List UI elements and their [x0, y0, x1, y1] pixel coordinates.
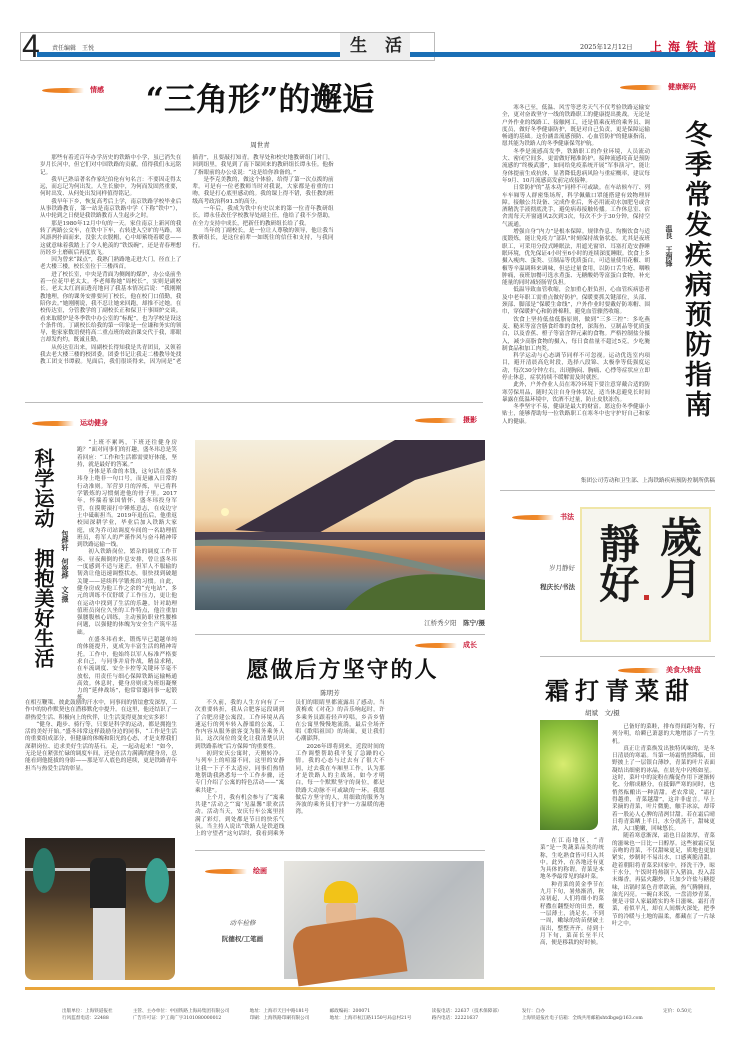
paragraph: 寒冬已至，低温、风雪等恶劣天气不仅考验铁路运输安全，更对奋战坚守一线的铁路职工的健康提出挑战。无论是户外作业的线路工、接触网工，还是值乘夜班的乘务员、调度员，做好冬季健康防护，既是对自己负责，更是保障运输畅通的基础。这份涵盖流感预防、心血管防护的健康指南，愿其能为铁路人的冬季健康保驾护航。	[502, 105, 650, 148]
article-title: 冬季常发疾病预防指南	[680, 120, 711, 420]
section-label-calligraphy: 书法	[512, 512, 574, 522]
imprint-item: 上海铁道报社电子信箱：全线共用邮箱shtdbgs@163.com	[521, 1016, 643, 1021]
section-label-photography: 摄影	[415, 415, 477, 425]
imprint-item: 行风监督电话：22488	[62, 1016, 109, 1021]
paragraph: 初入铁路岗位，繁杂的调度工作节奏、昼夜颠倒的作息安排，曾让盛冬玮一度感到不适与迷茫。但军人不服输的韧劲让他迅速调整状态，很快找到破题关键——延续科学锻炼的习惯。自此，健身房成为他工作之余的“充电站”，多元的训练不仅舒缓了工作压力，更让他在运动中找到了生活的乐趣。针对助理值班员岗位久坐的工作特点，他注重加强腰腹核心训练，主动预防职业性腰椎问题，以强健的体魄为安全生产筑牢基础。	[77, 549, 177, 636]
imprint-item: 定价：0.50元	[663, 1009, 692, 1014]
paragraph: 此外，户外作业人员在寒冷环境下要注意穿戴合适的防寒劳保用品，随时关注自身身体状况，适当休息避免长时间暴露在低温环境中，饮酒不过量，防止皮肤冻伤。	[502, 382, 650, 403]
article-body	[77, 440, 177, 702]
imprint-item: 地址：上海市天目中路181号	[249, 1009, 309, 1014]
paragraph: 随着寒意渐深，霜也日益浓厚，青菜的滋味也一日比一日醇厚。这些被霜反复亲吻的青菜，不仅甜味更足，质地也更加紧实，炒制时不易出水，口感爽脆清甜。趁着朝阳将青菜采回家中，择洗干净，晾干水分，午饭时将热锅下入猪油，投入蒜末爆香，再猛火翻炒，只加少许盐与糖提味，出锅时菜色青翠欲滴，热气腾腾间，油光闪亮。一碗白米饭，一盘清炒青菜，便是寻常人家最踏实的冬日滋味。霜打青菜，看似平凡，却在人间烟火深处，把季节的冷暖与土地的温柔，都藏在了一片绿叶之中。	[612, 833, 715, 928]
paragraph: 冬季坚守不易，健康是最大的财富。愿这份冬季健康小贴士，能够帮助每一位铁路职工在寒冬中也守护好自己和家人的健康。	[502, 404, 650, 425]
paragraph: 已备好的菜畦，排布得间距匀称，行列分明，给瞬已萧瑟的大地增添了一片生机。	[612, 724, 715, 745]
paragraph: 真正让青菜焕发出独特风味的，是冬日清晨的寒霜。当第一场霜悄然降临，田野披上了一层银白薄纱，青菜的叶片表面凝结出细密的冰晶，在晨光中闪烁如星。这时，菜叶中的淀粉在酶促作用下逐渐转化、分解成糖分，在抵御严寒的同时，也悄然酝酿出一种清甜。老农常说，“霜打得越重，青菜越甜”，这并非虚言。早上采摘的青菜，叶片微脆，触手冰凉，却带着一股沁人心脾的清冽甘甜。若在霜后晴日将青菜晒上半日，水分就蒸干，甜味更浓，入口脆嫩，回味悠长。	[612, 745, 715, 833]
section-label-emotion: 情感	[42, 85, 104, 95]
section-label-health: 健康解码	[620, 82, 696, 92]
section-title: 生活	[340, 33, 410, 60]
paragraph: 冬季是流感高发季，铁路职工的作业环境，人员流动大、密闭空间多，更需做好精准防护。接种流感疫苗是预防流感的“终极武器”，如同给免疫系统开展“军事演习”，能让身体提前生成抗体，显著降低患病风险与重症概率，建议每年9月、10月流感高发前完成接种。	[502, 148, 650, 184]
bok-choy-photo	[540, 720, 598, 830]
article-author: 温良 王润锋	[665, 225, 673, 267]
photo-caption-author: 陈宁/摄	[463, 619, 485, 627]
paragraph: 一年后，我成为铁中有史以来的第一位青年教研组长。谭永佳改任学校教导处副主任，他给了我不少帮助，在全力支持中成长，把新任的教研组长给了我。	[192, 206, 334, 227]
article-author: 胡斌 文/摄	[585, 709, 620, 717]
divider	[195, 850, 485, 851]
calligraphy-artwork: 歲月 靜好	[580, 507, 711, 642]
article-title: 愿做后方坚守的人	[246, 657, 439, 683]
paragraph: 我早已熟谙著名作家纪伯伦有句名言：不要因走得太远，而忘记为何出发。人生长旅中，为何而发固然重要，何时出发、从何处出发同样值得铭记。	[40, 176, 182, 198]
imprint-item: 读报电话：22637（技术保障部）	[431, 1009, 502, 1014]
article-author: 周世青	[250, 141, 270, 149]
section-label-growth: 成长	[415, 640, 477, 650]
paragraph: 当年的丁副校长，是一位让人尊敬的领导，他让我当教研组长，是这位前辈一如既往的信任和支持，与我同行。	[192, 227, 334, 249]
imprint-item: 广告许可证：沪工商广字3101080000012	[132, 1016, 222, 1021]
article-body	[612, 724, 715, 982]
article-source: 集团公司劳动和卫生部、上海铁路疾病预防控制所供稿	[580, 478, 715, 484]
article-title: 霜打青菜甜	[545, 676, 695, 705]
paragraph: 身体是革命的本钱，这句话在盛冬玮身上绝非一句口号，而是融入日常的行动准则。军营岁月的淬炼，早已将科学锻炼的习惯刻进他的骨子里。2017年，怀揣着家国情怀，盛冬玮投身军营，在摸爬滚打中锤炼意志，在戍边守土中砥砺担当。2019年退伍后，他重返校园深耕学业，毕业后加入铁路大家庭，成为乔司站调度车间的一名助理值班员，将军人的严谨作风与奋斗精神带到铁路运输一线。	[77, 469, 177, 549]
divider	[25, 402, 483, 403]
article-body-continued	[25, 700, 177, 832]
painting-title: 动车检修	[229, 919, 256, 927]
section-label-sport: 运动健身	[32, 418, 108, 428]
photo-caption-title: 江桥秀夕阳	[424, 619, 457, 627]
brush-stroke-icon	[415, 643, 457, 648]
footer-rule	[25, 987, 715, 990]
paragraph: 日常防护的“基本功”同样不可或缺。在车站候车厅、列车车厢等人群密集场所，科学佩戴口罩能搭建有效物理屏障。接触公共设备、完成作业后，务必用流动水加肥皂或含酒精洗手液彻底洗手，避免病毒接触传播。工作休息室、宿舍需每天开窗通风2次到3次，每次不少于30分钟，保持空气流通。	[502, 185, 650, 228]
article-body	[195, 700, 485, 840]
paragraph: 上个月，我有机会参与了“寓乘共建”活动之“‘寓’见温馨”联欢活动。活动当天，安庆行车公寓里挂满了彩灯，到处都是节日的快乐气氛。当主持人说出“铁路人是铁道线上的守望者”这句话时，我看到乘务员们的眼睛里都流露出了感动。当黄梅戏《对花》的音乐响起时，许多乘务员跟着轻声哼唱，乡音乡情在公寓里慢慢地流淌，最后全场齐唱《歌唱祖国》的场面，更让我们心潮澎湃。	[195, 700, 385, 838]
imprint-item: 路内电话：22221637	[431, 1016, 479, 1021]
imprint-item: 邮政编码：200071	[329, 1009, 371, 1014]
article-body-continued	[540, 838, 604, 982]
article-body	[40, 155, 486, 373]
paragraph: 科学运动与心态调节同样不可忽视。运动优选室内项目，避开清晨高危时段，选择八段锦、太极拳等低强度运动，每次30分钟左右，出现胸闷、胸痛、心悸等症状应立即停止休息，症状持续不缓解需及时就医。	[502, 353, 650, 381]
paragraph: 因为曾来“踩点”，我熟门熟路地走进大门，径直上了老大楼三楼，校长室位于三楼西首。	[40, 257, 182, 271]
paragraph: 低温导致血管收缩，会加重心脏负担，心血管疾病患者及中老年职工需重点做好防护。保暖要抓关键部位，头部、颈部、脚部是“保暖生命线”，户外作业时要戴好防寒帽、围巾，穿保暖护心和防滑棉鞋，避免血管骤然收缩。	[502, 287, 650, 316]
paragraph: 增强自身“内力”是根本保障。规律作息、均衡饮食与适度锻炼，能让免疫力“部队”时刻保持战备状态，尤其是夜班职工，可采用分段式睡眠法，用遮光窗帘、耳塞打造安静睡眠环境，优先保证4小时至6小时的连续深度睡眠。饮食上多摄入瘦肉、蛋类、豆制品等优质蛋白，可适量使用花椒、胡椒等辛温调料来调味，但忌过量食用，以防口舌生疮、咽喉肿痛，夜班加餐可选水煮蛋、无糖酸奶等富蛋白食物，补充能量的同时减轻肠胃负担。	[502, 229, 650, 287]
article-author: 包烨轩 何俊烨 文/摄	[61, 530, 69, 603]
brush-stroke-icon	[620, 85, 662, 90]
imprint-footer	[62, 1008, 702, 1021]
imprint-item: 地址：上海市杭江路1150号局总村21号	[329, 1016, 412, 1021]
brush-stroke-icon	[42, 88, 84, 93]
brush-stroke-icon	[205, 869, 247, 874]
imprint-item: 主管、主办单位：中国铁路上海局集团有限公司	[132, 1009, 230, 1014]
train-repair-painting	[284, 861, 484, 979]
masthead-logo: 上海铁道	[650, 40, 723, 54]
paragraph: 不久前，我的人生方向有了一次重要转折，我从合肥客运段调到了合肥房建公寓段。工作环境从高速运行的列车转入静谧的公寓，工作内容从服务旅客变为服务乘务人员，这次岗位的变化让我清楚认识到铁路系统“后方保障”的重要性。	[195, 700, 285, 750]
imprint-item: 印刷：上海铁路印刷有限公司	[249, 1016, 310, 1021]
paragraph: 是李克美教的，做这个体验，给得了第一次点拨的前辈。可是有一位老教师当时对我说，大家都是看重的口吻，我是打心底里感动的。我的课上得不错，我任教的班级高考政治科91.5的高分。	[192, 176, 334, 205]
paragraph: 在江南地区，“青菜”是一类蔬菜品类的统称，生吃熟食皆可归入其中。此外，在各地还有更为具体的称谓。青菜是本地冬季最常见的绿叶菜。	[540, 838, 604, 881]
brush-stroke-icon	[32, 421, 74, 426]
paragraph: 我早年下乡，恢复高考后上学，南京铁路学校毕业后从事铁路教育，第一站是南京铁路中学（下称“铁中”），从中轮到之日便是我铁路教育人生起步之时。	[40, 198, 182, 220]
paragraph: 进了校长室，中央是背面为侧阁的煤炉，办公桌前坐着一位花甲老太太。李老师称她“周校长”，实则是副校长。老太太红润而透亮地问了我基本情况后说：“我刚刚教地理，你的课务安排要问丁校长，他在校门口值勤，我陪你去。”她刚刚说，我不忍让她来回跑，却推不过她。在校传达室，分管教学的丁副校长正和保卫干事围炉交谈。看来取暖炉是冬季铁中办公室的“标配”，也为学校是设这个条件的。丁副校长给我的第一印象是一位谦和务实的领导，他家家数语便将高二重点班的政治课交代于我，耶眼言却发灼灼，既诚且勤。	[40, 271, 182, 344]
paragraph: “健身、跑步、骑行等，只要是科学的运动，都是拥抱生活的美好开始。”盛冬玮常这样鼓励身边的同事，“工作是生活的重要组成部分，但健康的体魄和阳光的心态，才是支撑我们深耕岗位、追求美好生活的基石。走，一起动起来！”如今，无论是在紧张忙碌的调度车间，还是在活力满满的健身房，总能看到他挺拔的身影——那是军人底色的延续，更是铁路青年担当与热爱生活的彰显。	[25, 721, 177, 772]
paragraph: 种青菜的黄金季节在九月下旬，暑热渐消，秋凉初起，人们将细小的菜籽撒在翻整好的田垄，覆一层薄土，浇足水。不到一周，嫩绿的幼苗便破土而出，整整齐齐。待到十月下旬，菜苗长至半尺高，便是移栽的好时候。	[540, 881, 604, 947]
paragraph: 在相互鞭策、彼此鼓励的汗水中，同事间的情谊愈发深厚，工作中的协作默契也在潜移默化中提升。在这里，他还结识了一群热爱生活、积极向上的伙伴，让生活变得更加充实多彩！	[25, 700, 177, 721]
paragraph: 在盛冬玮看来，锻炼早已超越单纯的体能提升，更成为丰富生活的精神寄托。工作中，他始终以军人标准严格要求自己，与同事并肩作战，精益求精，在车流调度、安全卡控等关键环节毫不放松，用责任与细心保障铁路运输畅通高效。休息时，健身房则成为班组凝聚力的“延伸战场”，他常常邀同事一起锻炼，	[77, 637, 177, 702]
paragraph: 从传达室出来，周副校长得知我是共青团员，又领着我去老大楼三楼的校团委。团委书记让我走二楼教导处找教工团支书谭毅。见面后，我们很谈得来，因为同是“老插青”，且要敲打知青。教导处和校史地教研组门对门，回到组里，我见到了南下课回来的教研组长谭永佳。他指了指眼前的办公桌说：“这是给你准备的。”	[40, 155, 334, 366]
paragraph: 那是1980年12月中旬的一天。家住南京上新河的我转了两路公交车，在铁中下车，右转进入空旷的马路。寒风凛冽扑面而来，没张大衣脱帽，心中却萦绕着暖意——这就意味着我踏上了令人艳羡的“铁饭碗”，还是青春理想历经乡土磨砺后再度放飞。	[40, 220, 182, 256]
paragraph: 饮食上坚持低盐低脂原则，做到“三多三控”：多吃燕麦、糙米等富含膳食纤维的食材，深海鱼、豆制品等优质蛋白，以及香蕉、橙子等富含钾元素的食物。严格控制盐分摄入，减少高脂食物的摄入，每日食盐量不超过5克，少吃腌制食品和加工肉类。	[502, 316, 650, 352]
paragraph: 初到安庆公寓时，天刚转冷。与列车上的喧嚣不同，这里的安静让我一下子不太适应，同事们热情地帮助我熟悉每一个工作步骤，还专门介绍了公寓的特色活动——“寓乘共建”。	[195, 751, 285, 794]
paragraph: 那些有着近百年办学历史的铁路中小学，虽已消失在岁月长河中，但它们对中国铁路的贡献，值得我们永远铭记。	[40, 155, 182, 176]
gym-photo	[25, 838, 175, 980]
article-title: 科学运动 拥抱美好生活	[31, 448, 55, 668]
editor-credit: 责任编辑 王悦	[52, 45, 95, 52]
brush-stroke-icon	[415, 418, 457, 423]
imprint-item: 发行：自办	[521, 1009, 545, 1014]
brush-stroke-icon	[512, 515, 554, 520]
article-body	[502, 105, 650, 473]
photo-caption	[195, 618, 485, 627]
page-number: 4	[22, 28, 40, 64]
imprint-item: 出版单位：上海铁道报社	[62, 1009, 113, 1014]
calligraphy-title: 岁月静好	[549, 564, 575, 572]
calligraphy-author: 程庆长/书法	[540, 583, 575, 591]
bridge-photo	[195, 440, 485, 610]
article-author: 陈明芳	[320, 689, 340, 697]
section-label-painting: 绘画	[205, 866, 267, 876]
brush-stroke-icon	[618, 668, 660, 673]
paragraph: 2026年即将到来，近段时间的工作调整帮助我平复了急躁的心情。我的心态与过去有了很大不同，过去我在车厢里工作，认为那才是铁路人的主战场，如今才明白，每一个默默坚守的岗位，都是铁路大动脉不可或缺的一环。我愿做后方坚守的人，用细致的服务为奔波的乘务员们守护一方温暖的港湾。	[295, 743, 385, 816]
divider	[500, 490, 715, 491]
section-label-food: 美食大转盘	[618, 665, 701, 675]
article-title: “三角形”的邂逅	[145, 80, 375, 118]
divider	[540, 656, 715, 657]
divider	[195, 634, 485, 635]
issue-date: 2025年12月12日	[580, 43, 633, 51]
paragraph: “上班不累吗，下班还往健身房跑？”面对同事们的打趣，盛冬玮总是笑着回应：“工作和生活都需要好体能，坚持，就是最好的答案。”	[77, 440, 177, 468]
painting-author: 阮德权/工笔画	[221, 935, 264, 943]
